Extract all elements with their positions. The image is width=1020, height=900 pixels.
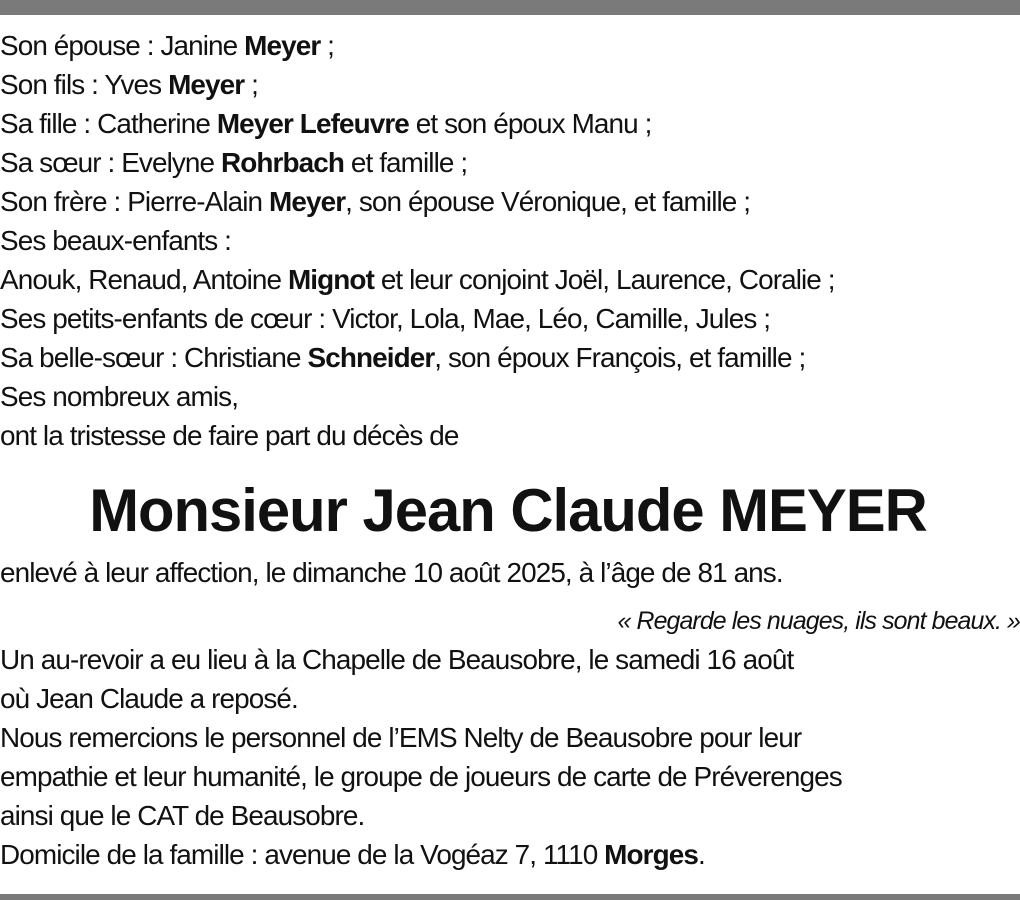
text-segment: Domicile de la famille : avenue de la Vogéaz 7, 1110 (0, 839, 605, 870)
closing-paragraph (0, 640, 1020, 874)
surname: Schneider (307, 342, 435, 373)
deceased-name: Monsieur Jean Claude MEYER (89, 477, 927, 544)
passing-line: enlevé à leur affection, le dimanche 10 août 2025, à l’âge de 81 ans. (0, 557, 783, 588)
text-segment: Son épouse : Janine (0, 30, 245, 61)
obituary-notice (0, 26, 1020, 874)
relative-line (0, 260, 1016, 299)
text-segment: où Jean Claude a reposé. (0, 683, 298, 714)
text-segment: Son frère : Pierre-Alain (0, 186, 270, 217)
relative-line (0, 221, 1016, 260)
relative-line (0, 182, 1016, 221)
relative-line (0, 143, 1016, 182)
relative-line (0, 299, 1016, 338)
relative-line (0, 338, 1016, 377)
text-segment: Anouk, Renaud, Antoine (0, 264, 288, 295)
surname: Morges (604, 839, 699, 870)
relative-line (0, 104, 1016, 143)
bottom-divider (0, 894, 1020, 900)
surname: Meyer Lefeuvre (216, 108, 409, 139)
text-segment: et famille ; (344, 147, 468, 178)
closing-line (0, 640, 1016, 679)
closing-line (0, 718, 1016, 757)
surname: Meyer (168, 69, 245, 100)
text-segment: empathie et leur humanité, le groupe de joueurs de carte de Préverenges (0, 761, 842, 792)
text-segment: Ses beaux-enfants : (0, 225, 232, 256)
text-segment: Sa sœur : Evelyne (0, 147, 222, 178)
text-segment: et leur conjoint Joël, Laurence, Coralie ; (373, 264, 835, 295)
quote: « Regarde les nuages, ils sont beaux. » (617, 607, 1020, 635)
closing-line (0, 757, 1016, 796)
text-segment: ainsi que le CAT de Beausobre. (0, 800, 365, 831)
text-segment: et son époux Manu ; (408, 108, 652, 139)
text-segment: , son époux François, et famille ; (434, 342, 806, 373)
surname: Meyer (244, 30, 321, 61)
closing-line (0, 835, 1016, 874)
relative-line (0, 377, 1016, 416)
relatives-list (0, 26, 1020, 455)
surname: Rohrbach (221, 147, 345, 178)
relative-line (0, 416, 1016, 455)
text-segment: Son fils : Yves (0, 69, 169, 100)
text-segment: . (698, 839, 705, 870)
text-segment: Ses petits-enfants de cœur : Victor, Lola, Mae, Léo, Camille, Jules ; (0, 303, 771, 334)
text-segment: ; (320, 30, 334, 61)
text-segment: Un au-revoir a eu lieu à la Chapelle de Beausobre, le samedi 16 août (0, 644, 794, 675)
closing-line (0, 796, 1016, 835)
text-segment: ; (244, 69, 258, 100)
text-segment: Ses nombreux amis, (0, 381, 239, 412)
surname: Mignot (287, 264, 374, 295)
relative-line (0, 65, 1016, 104)
top-divider (0, 0, 1020, 15)
text-segment: Sa belle-sœur : Christiane (0, 342, 308, 373)
closing-line (0, 679, 1016, 718)
text-segment: Nous remercions le personnel de l’EMS Nelty de Beausobre pour leur (0, 722, 802, 753)
relative-line (0, 26, 1016, 65)
text-segment: , son épouse Véronique, et famille ; (345, 186, 751, 217)
text-segment: Sa fille : Catherine (0, 108, 217, 139)
surname: Meyer (269, 186, 346, 217)
text-segment: ont la tristesse de faire part du décès de (0, 420, 459, 451)
